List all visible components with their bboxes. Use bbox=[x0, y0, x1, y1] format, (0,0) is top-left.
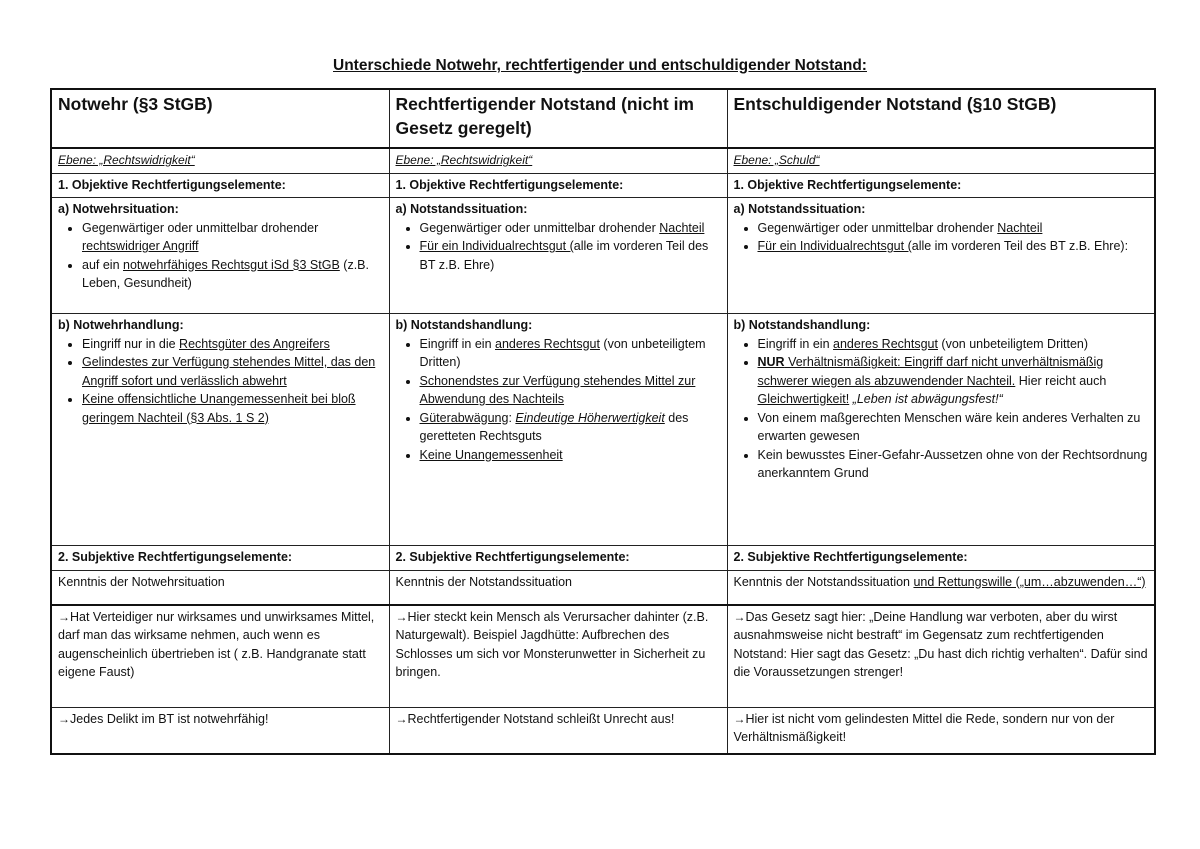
heading-notwehr: Notwehr (§3 StGB) bbox=[51, 89, 389, 148]
note-row-2 bbox=[51, 707, 1155, 754]
heading-entschuldigender-notstand: Entschuldigender Notstand (§10 StGB) bbox=[727, 89, 1155, 148]
list-item: • Gegenwärtiger oder unmittelbar drohender rechtswidriger Angriff bbox=[82, 219, 383, 256]
level-text: Ebene: „Rechtswidrigkeit“ bbox=[395, 153, 533, 167]
subjective-heading: 2. Subjektive Rechtfertigungselemente: bbox=[58, 550, 293, 564]
note-text: Hier steckt kein Mensch als Verursacher dahinter (z.B. Naturgewalt). Beispiel Jagdhütte: Aufbrechen des Schlosses um sich vor Monsterunwetter in Sicherheit zu bringen. bbox=[395, 609, 709, 679]
arrow-icon: → bbox=[733, 609, 746, 624]
list-item: • Schonendstes zur Verfügung stehendes Mittel zur Abwendung des Nachteils bbox=[420, 372, 721, 409]
list-item: • Keine offensichtliche Unangemessenheit bei bloß geringem Nachteil (§3 Abs. 1 S 2) bbox=[82, 390, 383, 427]
action-title: b) Notwehrhandlung: bbox=[58, 318, 184, 332]
list-item: • Keine Unangemessenheit bbox=[420, 446, 721, 465]
action-title: b) Notstandshandlung: bbox=[733, 318, 871, 332]
subjective-text-underlined: und Rettungswille („um…abzuwenden…“) bbox=[913, 574, 1146, 589]
objective-heading: 1. Objektive Rechtfertigungselemente: bbox=[395, 177, 624, 192]
subjective-row bbox=[51, 570, 1155, 605]
arrow-icon: → bbox=[395, 609, 408, 624]
list-item: • Güterabwägung: Eindeutige Höherwertigkeit des geretteten Rechtsguts bbox=[420, 409, 721, 446]
objective-heading: 1. Objektive Rechtfertigungselemente: bbox=[58, 177, 286, 192]
situation-row bbox=[51, 198, 1155, 314]
subjective-heading-row bbox=[51, 546, 1155, 571]
subjective-text: Kenntnis der Notstandssituation bbox=[733, 574, 914, 589]
note-cell bbox=[389, 707, 727, 754]
action-row bbox=[51, 314, 1155, 546]
note-text: Hat Verteidiger nur wirksames und unwirksames Mittel, darf man das wirksame nehmen, auch wenn es augenscheinlich übertrieben ist ( z.B. Handgranate statt eigene Faust) bbox=[58, 609, 375, 679]
situation-title: a) Notstandssituation: bbox=[395, 202, 528, 216]
comparison-table bbox=[50, 88, 1156, 755]
situation-cell bbox=[389, 198, 727, 314]
situation-cell bbox=[51, 198, 389, 314]
list-item: • Für ein Individualrechtsgut (alle im vorderen Teil des BT z.B. Ehre) bbox=[420, 237, 721, 274]
note-cell bbox=[51, 707, 389, 754]
objective-heading: 1. Objektive Rechtfertigungselemente: bbox=[733, 177, 962, 192]
list-item: • Gegenwärtiger oder unmittelbar drohender Nachteil bbox=[758, 219, 1149, 238]
note-cell bbox=[51, 605, 389, 708]
subjective-text: Kenntnis der Notstandssituation bbox=[395, 574, 572, 589]
subjective-text: Kenntnis der Notwehrsituation bbox=[58, 574, 225, 589]
note-row bbox=[51, 605, 1155, 708]
action-cell bbox=[727, 314, 1155, 546]
note-cell bbox=[727, 605, 1155, 708]
list-item: • NUR Verhältnismäßigkeit: Eingriff darf nicht unverhältnismäßig schwerer wiegen als abzuwendender Nachteil. Hier reicht auch Gleichwertigkeit! „Leben ist abwägungsfest!“ bbox=[758, 353, 1149, 409]
level-row bbox=[51, 148, 1155, 173]
list-item: • Von einem maßgerechten Menschen wäre kein anderes Verhalten zu erwarten gewesen bbox=[758, 409, 1149, 446]
situation-title: a) Notwehrsituation: bbox=[58, 202, 179, 216]
subjective-heading: 2. Subjektive Rechtfertigungselemente: bbox=[395, 550, 630, 564]
note-text: Rechtfertigender Notstand schleißt Unrecht aus! bbox=[407, 711, 675, 726]
list-item: • Eingriff in ein anderes Rechtsgut (von unbeteiligtem Dritten) bbox=[758, 335, 1149, 354]
note-text: Hier ist nicht vom gelindesten Mittel die Rede, sondern nur von der Verhältnismäßigkeit! bbox=[733, 711, 1115, 744]
list-item: • Eingriff nur in die Rechtsgüter des Angreifers bbox=[82, 335, 383, 354]
note-text: Jedes Delikt im BT ist notwehrfähig! bbox=[70, 711, 269, 726]
list-item: • Kein bewusstes Einer-Gefahr-Aussetzen ohne von der Rechtsordnung anerkanntem Grund bbox=[758, 446, 1149, 483]
list-item: • Gegenwärtiger oder unmittelbar drohender Nachteil bbox=[420, 219, 721, 238]
level-text: Ebene: „Schuld“ bbox=[733, 153, 820, 167]
situation-title: a) Notstandssituation: bbox=[733, 202, 866, 216]
arrow-icon: → bbox=[395, 711, 408, 726]
objective-heading-row bbox=[51, 173, 1155, 198]
heading-rechtfertigender-notstand: Rechtfertigender Notstand (nicht im Gesetz geregelt) bbox=[389, 89, 727, 148]
list-item: • Eingriff in ein anderes Rechtsgut (von unbeteiligtem Dritten) bbox=[420, 335, 721, 372]
arrow-icon: → bbox=[58, 711, 70, 726]
list-item: • Für ein Individualrechtsgut (alle im vorderen Teil des BT z.B. Ehre): bbox=[758, 237, 1149, 256]
subjective-heading: 2. Subjektive Rechtfertigungselemente: bbox=[733, 550, 968, 564]
action-title: b) Notstandshandlung: bbox=[395, 318, 533, 332]
note-cell bbox=[389, 605, 727, 708]
action-cell bbox=[51, 314, 389, 546]
note-text: Das Gesetz sagt hier: „Deine Handlung war verboten, aber du wirst ausnahmsweise nicht bestraft“ im Gegensatz zum rechtfertigenden Notstand: Hier sagt das Gesetz: „Du hast dich richtig verhalten“. Dafür sind die Voraussetzungen strenger! bbox=[733, 609, 1148, 679]
action-cell bbox=[389, 314, 727, 546]
document-title: Unterschiede Notwehr, rechtfertigender und entschuldigender Notstand: bbox=[333, 57, 867, 74]
list-item: • auf ein notwehrfähiges Rechtsgut iSd §3 StGB (z.B. Leben, Gesundheit) bbox=[82, 256, 383, 293]
header-row bbox=[51, 89, 1155, 148]
list-item: • Gelindestes zur Verfügung stehendes Mittel, das den Angriff sofort und verlässlich abwehrt bbox=[82, 353, 383, 390]
arrow-icon: → bbox=[733, 711, 746, 726]
level-text: Ebene: „Rechtswidrigkeit“ bbox=[58, 153, 195, 167]
situation-cell bbox=[727, 198, 1155, 314]
note-cell bbox=[727, 707, 1155, 754]
arrow-icon: → bbox=[58, 609, 70, 624]
